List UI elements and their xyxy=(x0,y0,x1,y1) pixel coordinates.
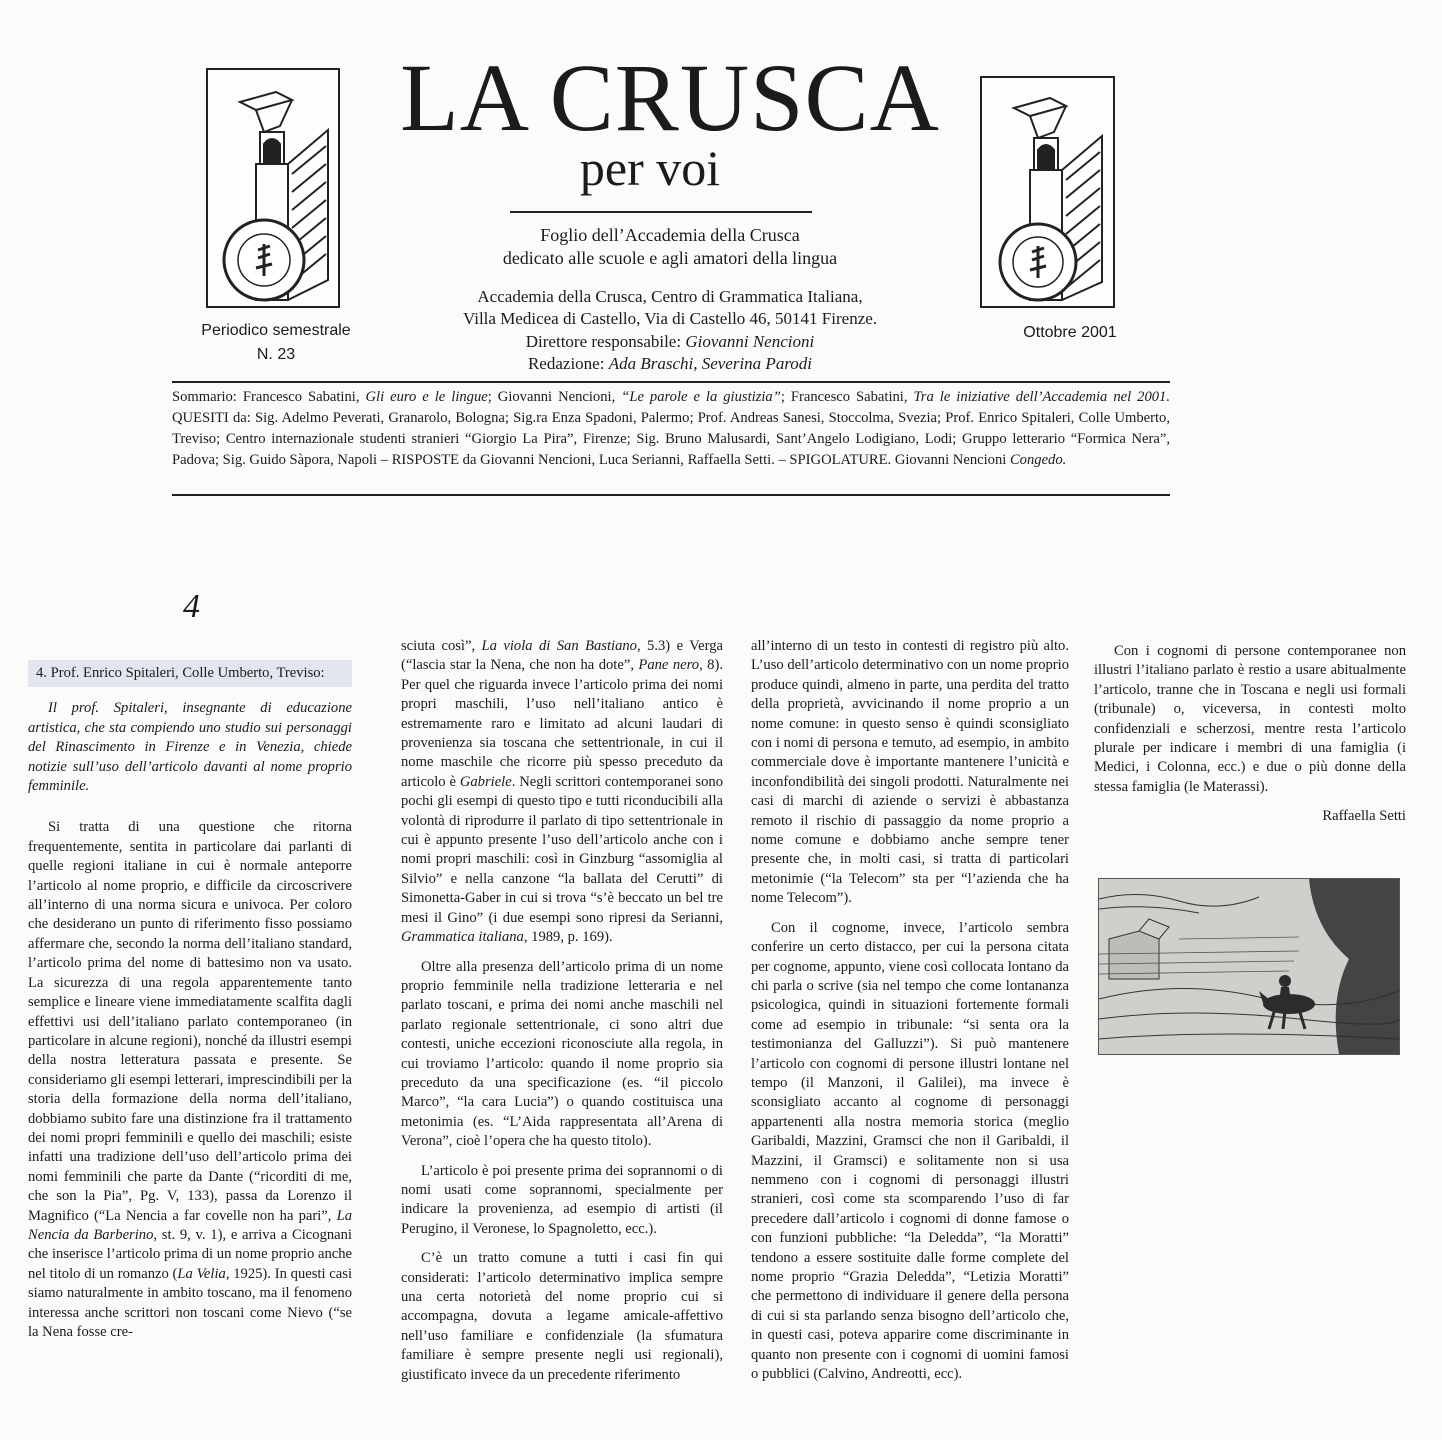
question-heading: 4. Prof. Enrico Spitaleri, Colle Umberto, Treviso: xyxy=(28,660,352,687)
periodicity: Periodico semestrale xyxy=(201,322,351,339)
sommario-text: QUESITI da: Sig. Adelmo Peverati, Granarolo, Bologna; Sig.ra Enza Spadoni, Palermo; Prof. Andreas Sanesi, Stoccolma, Svezia; Prof. Enrico Spitaleri, Colle Umberto, Treviso; Centro internazionale studenti stranieri “Giorgio La Pira”, Firenze; Sig. Bruno Malusardi, Sant’Angelo Lodigiano, Lodi; Gruppo letterario “Formica Nera”, Padova; Sig. Guido Sàpora, Napoli – RISPOSTE da Giovanni Nencioni, Luca Serianni, Raffaella Setti. – SPIGOLATURE. Giovanni Nencioni xyxy=(172,410,1170,468)
sommario-text: ; Giovanni Nencioni, xyxy=(487,389,622,405)
editors-label: Redazione: xyxy=(527,354,605,373)
text-run-italic: La Velia xyxy=(177,1265,226,1282)
sommario xyxy=(172,387,1170,471)
sommario-top-rule xyxy=(172,381,1170,383)
text-run-italic: Gabriele xyxy=(459,773,512,790)
editors-line xyxy=(400,353,940,375)
tagline-line-1: Foglio dell’Accademia della Crusca xyxy=(540,225,800,245)
emblem-left xyxy=(206,68,340,308)
sommario-title: “Le parole e la giustizia” xyxy=(621,389,781,405)
frullone-emblem-icon xyxy=(208,70,338,306)
frullone-emblem-icon xyxy=(982,78,1113,306)
sommario-text: ; Francesco Sabatini, xyxy=(780,389,914,405)
article-column-2 xyxy=(401,637,723,1395)
article-paragraph: Oltre alla presenza dell’articolo prima di un nome proprio femminile nella tradizione letteraria e nel parlato toscani, e prima dei nomi anche maschili nel parlato regionale settentrionale, ci sono altri due contesti, uniche eccezioni riconosciute alla regola, in cui troviamo l’articolo: quando il nome proprio sia preceduto da una specificazione (es. “il piccolo Marco”, “la cara Lucia”) o quando costituisca una metonimia (es. “L’Aida rappresentata all’Arena di Verona”, cioè l’opera che ha questo titolo). xyxy=(401,958,723,1150)
text-run-italic: La Nencia da Barberino xyxy=(28,1207,352,1243)
article-paragraph xyxy=(401,637,723,948)
engraving-illustration xyxy=(1098,878,1400,1055)
question-text: Il prof. Spitaleri, insegnante di educazione artistica, che sta compiendo uno studio sui personaggi del Rinascimento in Firenze e in Venezia, chiede notizie sull’uso dell’articolo davanti al nome proprio femminile. xyxy=(28,700,352,795)
director-name: Giovanni Nencioni xyxy=(685,332,815,351)
text-run: Si tratta di una questione che ritorna frequentemente, sentita in particolare dai parlanti di quelle regioni italiane in cui è normale anteporre l’articolo al nome proprio, e difficile da circoscrivere all’interno di una norma sicura e univoca. Per coloro che desiderano un punto di riferimento fisso possiamo affermare che, secondo la norma dell’italiano standard, l’articolo prima del nome di battesimo non va usato. La sicurezza di una regola apparentemente tanto semplice e lineare viene immediatamente scalfita dagli effettivi usi dell’italiano parlato contemporaneo (in particolare in alcune regioni), nonché da illustri esempi della nostra letteratura passata e presente. Se consideriamo gli esempi letterari, imprescindibili per la storia della formazione della norma dell’italiano, dobbiamo subito fare una distinzione fra il trattamento dei nomi propri femminili e quello dei maschili; esiste infatti una tradizione dell’uso dell’articolo prima dei nomi femminili che parte da Dante (“ricorditi di me, che son la Pia”, Pg. V, 133), passa da Lorenzo il Magnifico (“La Nencia a far covelle non ha pari”, xyxy=(28,819,352,1224)
issue-number: N. 23 xyxy=(256,346,296,363)
emblem-right xyxy=(980,76,1115,308)
article-paragraph: L’articolo è poi presente prima dei soprannomi o di nomi usati come soprannomi, specialmente per indicare la provenienza, ad esempio di artisti (il Perugino, il Veronese, lo Spagnoletto, ecc.). xyxy=(401,1162,723,1237)
tagline-line-2: dedicato alle scuole e agli amatori della lingua xyxy=(502,248,838,268)
article-paragraph: all’interno di un testo in contesti di registro più alto. L’uso dell’articolo determinativo con un nome proprio produce quindi, almeno in parte, una perdita del tratto della proprietà, avvicinando il nome proprio a un nome comune: in questo senso è quindi sconsigliato con i nomi di persona e temuto, ad esempio, in ambito commerciale dove è importante mantenere l’unicità e inconfondibilità dei singoli prodotti. Naturalmente nei casi di marchi di aziende o servizi è abbastanza remoto il rischio di passaggio da nome proprio a nome comune e dobbiamo anche sempre tener presente che, in molti casi, si tratta di particolari metonimie (“la Telecom” sta per “l’azienda che ha nome Telecom”). xyxy=(751,638,1070,907)
sommario-title: Tra le iniziative dell’Accademia nel 2001. xyxy=(913,389,1170,405)
article-paragraph: Con il cognome, invece, l’articolo sembra conferire un certo distacco, per cui la persona citata per cognome, appunto, viene così collocata lontano da chi parla o scrive (sia nel tempo che come lontananza psicologica, quindi in situazioni fortemente formali come ad esempio in tribunale: “si senta ora la testimonianza del Galluzzi”). Si può mantenere l’articolo con cognomi di persone illustri lontane nel tempo (il Manzoni, il Galilei), ma invece è sconsigliato accanto al cognome di personaggi appartenenti alla nostra memoria storica (meglio Garibaldi, Mazzini, Gramsci che non il Garibaldi, il Mazzini, il Gramsci) e solitamente non si usa nemmeno con i cognomi di personaggi illustri stranieri, così come sta scomparendo l’uso di far precedere dall’articolo i cognomi di donne famose o con funzioni pubbliche: “la Deledda”, “la Moratti” tendono a essere sostituite dalle forme complete del nome proprio “Grazia Deledda”, “Letizia Moratti” che permettono di individuare il genere della persona di cui si sta parlando senza bisogno dell’articolo che, in questi casi, poteva apparire come discriminante in quanto non presente con i cognomi di uomini famosi o pubblici (Calvino, Andreotti, ecc). xyxy=(751,919,1069,1383)
text-run-italic: Pane nero xyxy=(638,657,700,674)
sommario-label: Sommario: xyxy=(172,389,237,405)
director-line xyxy=(400,331,940,353)
sommario-bottom-rule xyxy=(172,494,1170,496)
address-line-2: Villa Medicea di Castello, Via di Castello 46, 50141 Firenze. xyxy=(462,309,878,328)
text-run: . Negli scrittori contemporanei sono pochi gli esempi di questo tipo e tutti riconducibili alla volontà di riprodurre il parlato di tipo settentrionale in cui è appunto presente l’uso dell’articolo anche con i nomi propri maschili: così in Ginzburg “assomiglia al Silvio” e nella canzone “la ballata del Cerutti” di Simonetta-Gaber in cui si trova “s’è beccato un bel tre mesi il Gino” (i due esempi sono ripresi da Serianni, xyxy=(401,773,723,926)
address-line-1: Accademia della Crusca, Centro di Grammatica Italiana, xyxy=(477,287,863,306)
article-paragraph xyxy=(28,818,352,1342)
text-run-italic: La viola di San Bastiano xyxy=(481,638,637,654)
sommario-title: Congedo. xyxy=(1009,452,1067,468)
article-paragraph: C’è un tratto comune a tutti i casi fin qui considerati: l’articolo determinativo implica sempre una certa notorietà del nome proprio cui si accompagna, dovuta a legame amicale-affettivo nell’uso familiare e confidenziale (la sfumatura familiare è sempre presente negli usi regionali), giustificato invece da un precedente riferimento xyxy=(401,1250,723,1383)
text-run: sciuta così”, xyxy=(401,638,482,654)
engraving-landscape-icon xyxy=(1099,879,1399,1054)
text-run: , 1925). In questi casi siamo naturalmente in ambito toscano, ma il fenomeno interessa anche scrittori non toscani come Nievo (“se la Nena fosse cre- xyxy=(28,1265,352,1340)
sommario-title: Gli euro e le lingue xyxy=(365,389,488,405)
article-column-4 xyxy=(1094,642,1406,837)
text-run: , 5.3) e Verga (“lascia star la Nena, che non ha dote”, xyxy=(401,638,723,674)
text-run: , st. 9, v. 1), e arriva a Cicognani che inserisce l’articolo prima di un nome proprio anche nel titolo di un romanzo ( xyxy=(28,1226,352,1282)
sommario-text: Francesco Sabatini, xyxy=(236,389,366,405)
director-label: Direttore responsabile: xyxy=(525,332,682,351)
masthead-subtitle: per voi xyxy=(579,140,721,196)
signature: Raffaella Setti xyxy=(1322,808,1406,825)
article-paragraph: Con i cognomi di persone contemporanee non illustri l’italiano parlato è restio a usare abitualmente l’articolo, tranne che in Toscana e negli usi formali (tribunale) o, viceversa, in contesti molto confidenziali e scherzosi, mentre resta l’articolo plurale per indicare i membri di una famiglia (i Medici, i Colonna, ecc.) e due o più donne della stessa famiglia (le Materassi). xyxy=(1094,643,1406,795)
text-run: , 1989, p. 169). xyxy=(523,929,613,946)
page-number: 4 xyxy=(183,588,200,625)
editors-names: Ada Braschi, Severina Parodi xyxy=(608,354,813,373)
issue-date: Ottobre 2001 xyxy=(1023,324,1117,341)
article-column-1 xyxy=(28,660,352,1352)
text-run-italic: Grammatica italiana xyxy=(401,929,524,946)
masthead-title: LA CRUSCA xyxy=(400,44,940,151)
text-run: , 8). Per quel che riguarda invece l’articolo prima dei nomi propri maschili, l’uso nell’italiano antico è estremamente raro e limitato ad alcuni laudari di provenienza sia toscana che settentrionale, in cui il nome maschile che ricorre più spesso preceduto da articolo è xyxy=(401,657,723,790)
article-column-3 xyxy=(751,637,1069,1394)
masthead-rule xyxy=(510,211,812,213)
